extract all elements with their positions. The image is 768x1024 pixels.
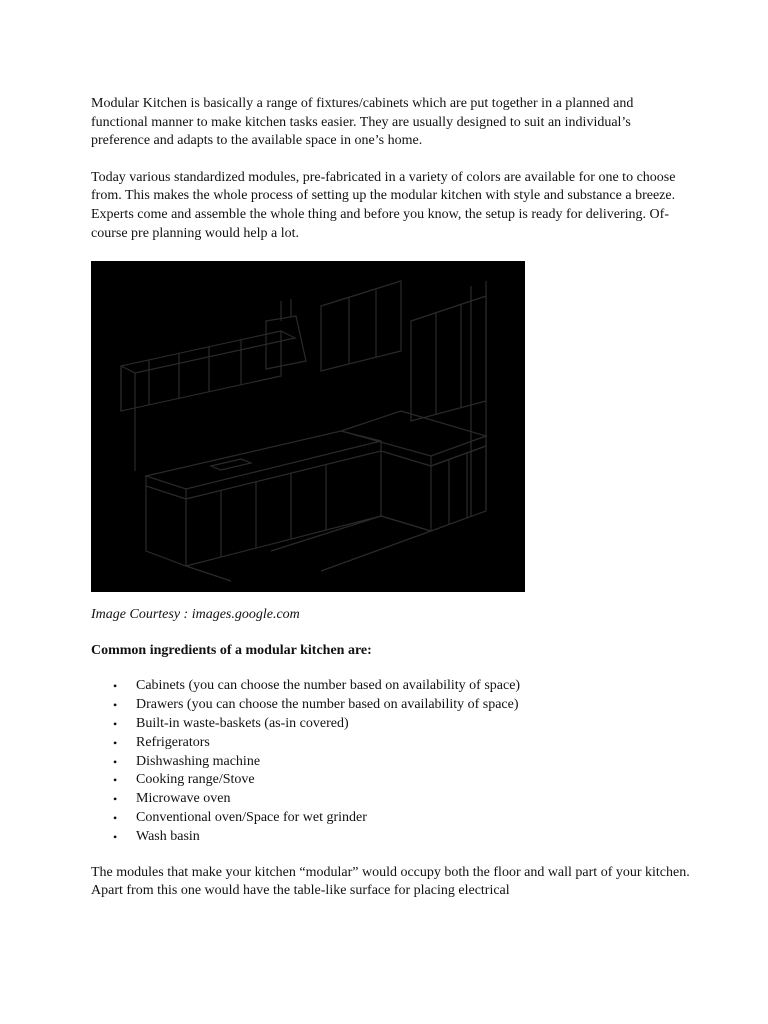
list-item-text: Microwave oven (136, 791, 231, 807)
list-item-text: Built-in waste-baskets (as-in covered) (136, 715, 349, 731)
list-item-text: Refrigerators (136, 734, 210, 750)
bullet-icon: • (113, 679, 118, 694)
bullet-icon: • (113, 735, 118, 750)
list-item (91, 696, 691, 715)
ingredients-list (91, 677, 691, 846)
image-caption: Image Courtesy : images.google.com (91, 607, 300, 623)
kitchen-line-drawing-image (91, 261, 525, 592)
ingredients-heading: Common ingredients of a modular kitchen are: (91, 642, 372, 658)
bullet-icon: • (113, 716, 118, 731)
kitchen-sketch-svg (91, 261, 525, 592)
intro-paragraph: Modular Kitchen is basically a range of fixtures/cabinets which are put together in a planned and functional manner to make kitchen tasks easier. They are usually designed to suit an individual’s preference and adapts to the available space in one’s home. (91, 96, 634, 149)
list-item-text: Cooking range/Stove (136, 772, 255, 788)
list-item (91, 753, 691, 772)
document-page (91, 95, 691, 901)
bullet-icon: • (113, 810, 118, 825)
list-item (91, 790, 691, 809)
list-item-text: Dishwashing machine (136, 753, 261, 769)
list-item (91, 734, 691, 753)
bullet-icon: • (113, 829, 118, 844)
list-item (91, 715, 691, 734)
list-item-text: Drawers (you can choose the number based on availability of space) (136, 697, 519, 713)
bullet-icon: • (113, 698, 118, 713)
closing-paragraph: The modules that make your kitchen “modular” would occupy both the floor and wall part of your kitchen. Apart from this one would have the table-like surface for placing electrical (91, 864, 690, 899)
list-item-text: Cabinets (you can choose the number based on availability of space) (136, 678, 521, 694)
list-item (91, 771, 691, 790)
list-item-text: Wash basin (136, 828, 200, 844)
list-item (91, 828, 691, 847)
list-item (91, 809, 691, 828)
bullet-icon: • (113, 792, 118, 807)
list-item (91, 677, 691, 696)
standardized-modules-paragraph: Today various standardized modules, pre-fabricated in a variety of colors are available for one to choose from. This makes the whole process of setting up the modular kitchen with style and substance a breeze. Experts come and assemble the whole thing and before you know, the setup is ready for delivering. Of-course pre planning would help a lot. (91, 169, 676, 241)
bullet-icon: • (113, 773, 118, 788)
list-item-text: Conventional oven/Space for wet grinder (136, 809, 367, 825)
bullet-icon: • (113, 754, 118, 769)
